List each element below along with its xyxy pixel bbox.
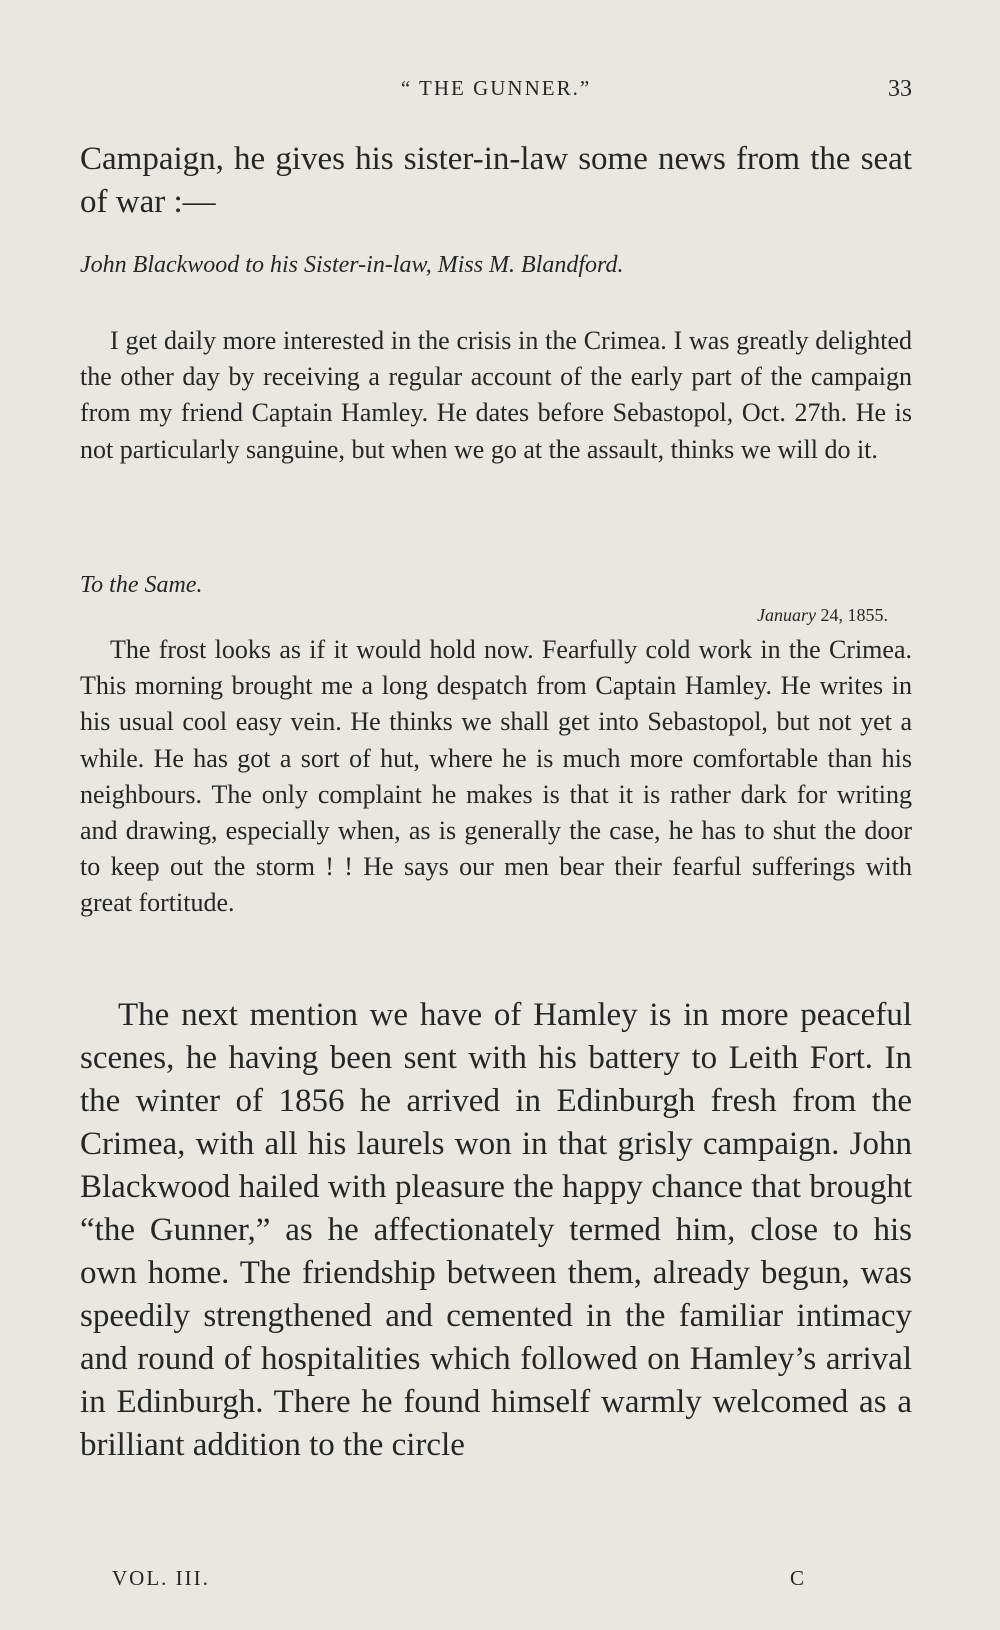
letter-heading-same: To the Same.: [80, 572, 203, 598]
letter-body: I get daily more interested in the crisis in the Crimea. I was greatly delighted the other day by receiving a regular account of the early part of the campaign from my friend Captain Hamley. He dates before Sebastopol, Oct. 27th. He is not particularly sanguine, but when we go at the assault, thinks we will do it.: [80, 326, 912, 464]
signature-mark: C: [790, 1566, 805, 1590]
opening-paragraph: Campaign, he gives his sister-in-law some news from the seat of war :—: [80, 141, 912, 220]
letter-heading: John Blackwood to his Sister-in-law, Miss M. Blandford.: [80, 252, 624, 278]
letter-date-day-year: 24, 1855.: [820, 605, 888, 625]
volume-marker: VOL. III.: [112, 1566, 210, 1590]
letter-body: The frost looks as if it would hold now. Fearfully cold work in the Crimea. This morning brought me a long despatch from Captain Hamley. He writes in his usual cool easy vein. He thinks we shall get into Sebastopol, but not yet a while. He has got a sort of hut, where he is much more comfortable than his neighbours. The only complaint he makes is that it is rather dark for writing and drawing, especially when, as is generally the case, he has to shut the door to keep out the storm ! ! He says our men bear their fearful sufferings with great fortitude.: [80, 635, 912, 918]
letter-date: [757, 605, 888, 626]
closing-paragraph: The next mention we have of Hamley is in more peaceful scenes, he having been sent with his battery to Leith Fort. In the winter of 1856 he arrived in Edinburgh fresh from the Crimea, with all his laurels won in that grisly campaign. John Blackwood hailed with pleasure the happy chance that brought “the Gunner,” as he affectionately termed him, close to his own home. The friendship between them, already begun, was speedily strengthened and cemented in the familiar intimacy and round of hospitalities which followed on Hamley’s arrival in Edinburgh. There he found himself warmly welcomed as a brilliant addition to the circle: [80, 997, 912, 1463]
letter-date-month: January: [757, 605, 816, 625]
running-head: [80, 76, 912, 110]
running-title: “ THE GUNNER.”: [400, 76, 592, 100]
page-number: 33: [888, 76, 912, 102]
